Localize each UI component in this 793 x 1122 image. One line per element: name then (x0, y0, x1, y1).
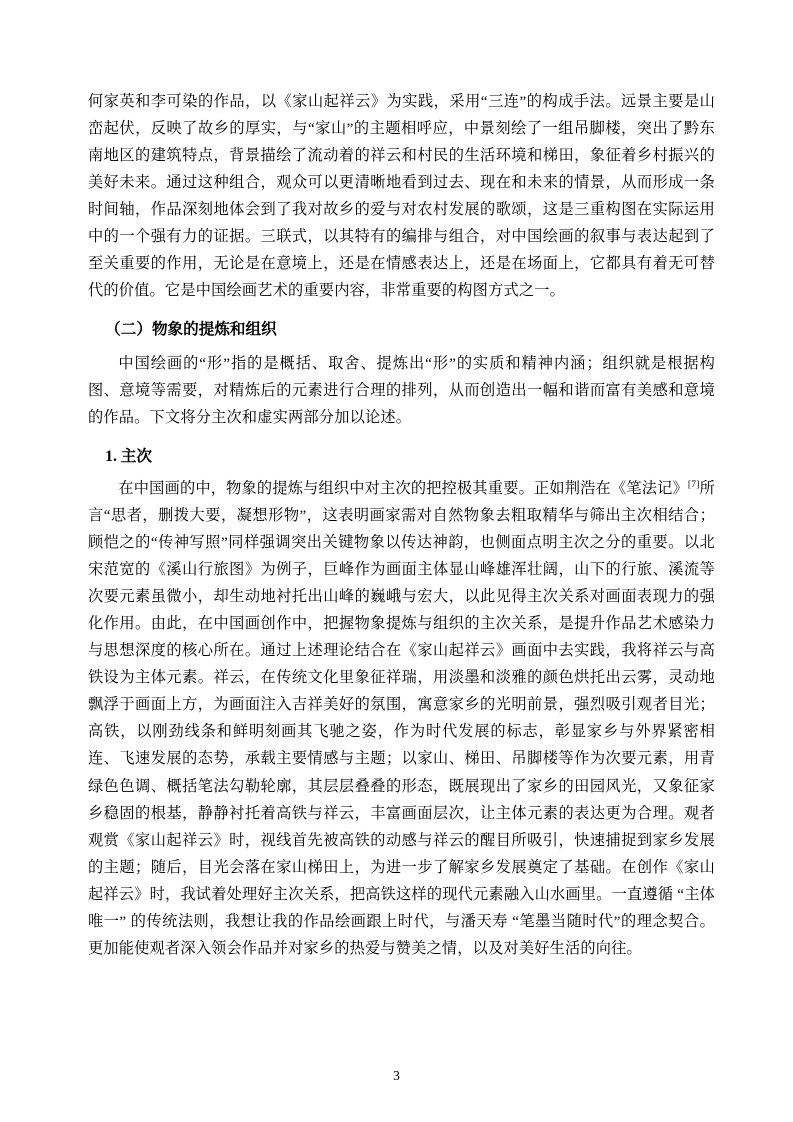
footnote-marker: [7] (687, 479, 700, 490)
paragraph-primary-secondary-part2: 所言“思者，删拨大要，凝想形物”，这表明画家需对自然物象去粗取精华与筛出主次相结合；顾恺之的“传神写照”同样强调突出关键物象以传达神韵，也侧面点明主次之分的重要。以北宋范宽的《溪山行旅图》为例子，巨峰作为画面主体显山峰雄浑壮阔，山下的行旅、溪流等次要元素虽微小，却生动地衬托出山峰的巍峨与宏大，以此见得主次关系对画面表现力的强化作用。由此，在中国画创作中，把握物象提炼与组织的主次关系，是提升作品艺术感染力与思想深度的核心所在。通过上述理论结合在《家山起祥云》画面中去实践，我将祥云与高铁设为主体元素。祥云，在传统文化里象征祥瑞，用淡墨和淡雅的颜色烘托出云雾，灵动地飘浮于画面上方，为画面注入吉祥美好的氛围，寓意家乡的光明前景，强烈吸引观者目光；高铁，以刚劲线条和鲜明刻画其飞驰之姿，作为时代发展的标志，彰显家乡与外界紧密相连、飞速发展的态势，承载主要情感与主题；以家山、梯田、吊脚楼等作为次要元素，用青绿色色调、概括笔法勾勒轮廓，其层层叠叠的形态，既展现出了家乡的田园风光，又象征家乡稳固的根基，静静衬托着高铁与祥云，丰富画面层次，让主体元素的表达更为合理。观者观赏《家山起祥云》时，视线首先被高铁的动感与祥云的醒目所吸引，快速捕捉到家乡发展的主题；随后，目光会落在家山梯田上，为进一步了解家乡发展奠定了基础。在创作《家山起祥云》时，我试着处理好主次关系，把高铁这样的现代元素融入山水画里。一直遵循 “主体唯一” 的传统法则，我想让我的作品绘画跟上时代，与潘天寿 “笔墨当随时代”的理念契合。更加能使观者深入领会作品并对家乡的热爱与赞美之情，以及对美好生活的向往。 (88, 480, 716, 957)
paragraph-form-organization: 中国绘画的“形”指的是概括、取舍、提炼出“形”的实质和精神内涵；组织就是根据构图、意境等需要，对精炼后的元素进行合理的排列，从而创造出一幅和谐而富有美感和意境的作品。下文将分主次和虚实两部分加以论述。 (88, 355, 715, 427)
subsection-heading-primary-secondary: 1. 主次 (105, 448, 152, 466)
paragraph-primary-secondary-part1: 在中国画的中，物象的提炼与组织中对主次的把控极其重要。正如荆浩在《笔法记》 (118, 480, 688, 498)
section-heading-object-refinement: （二）物象的提炼和组织 (105, 321, 277, 339)
paragraph-primary-secondary (88, 475, 715, 962)
paragraph-intro: 何家英和李可染的作品，以《家山起祥云》为实践，采用“三连”的构成手法。远景主要是山峦起伏，反映了故乡的厚实，与“家山”的主题相呼应，中景刻绘了一组吊脚楼，突出了黔东南地区的建筑特点，背景描绘了流动着的祥云和村民的生活环境和梯田，象征着乡村振兴的美好未来。通过这种组合，观众可以更清晰地看到过去、现在和未来的情景，从而形成一条时间轴，作品深刻地体会到了我对故乡的爱与对农村发展的歌颂，这是三重构图在实际运用中的一个强有力的证据。三联式，以其特有的编排与组合，对中国绘画的叙事与表达起到了至关重要的作用，无论是在意境上，还是在情感表达上，还是在场面上，它都具有着无可替代的价值。它是中国绘画艺术的重要内容，非常重要的构图方式之一。 (88, 93, 715, 300)
page-number: 3 (393, 1068, 400, 1083)
